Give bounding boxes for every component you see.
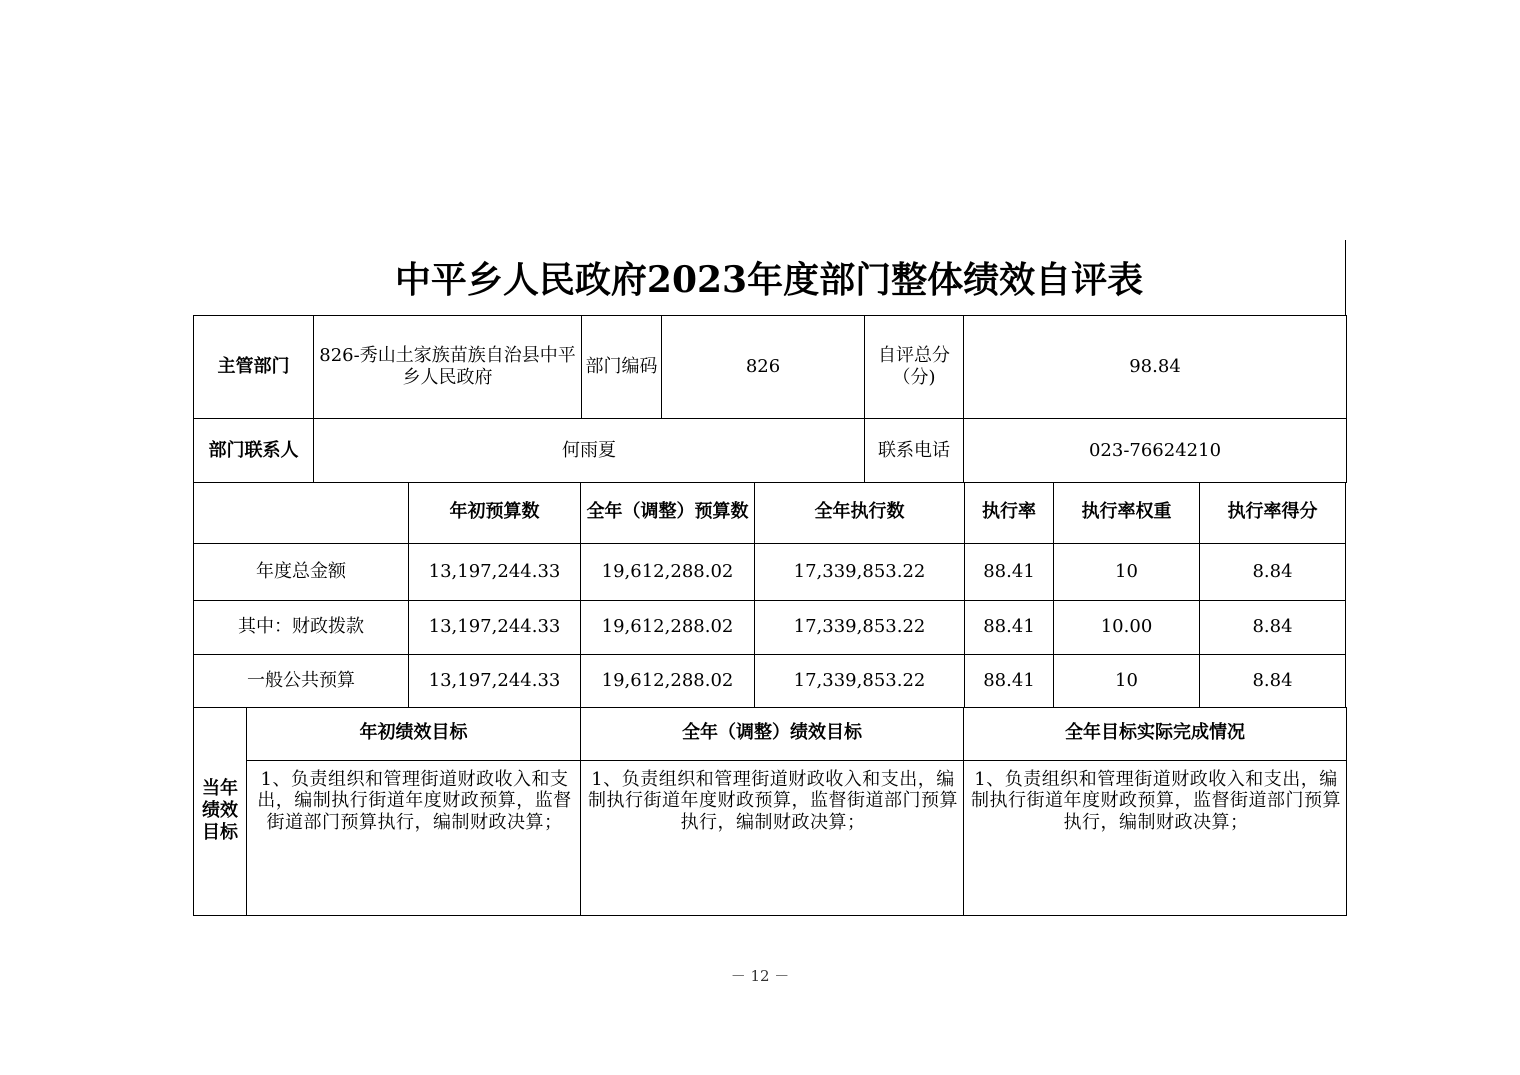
goals-header-cell: 全年目标实际完成情况 xyxy=(964,707,1347,760)
phone-value: 023-76624210 xyxy=(964,419,1347,483)
budget-header-cell: 执行率权重 xyxy=(1054,482,1200,543)
table-cell: 88.41 xyxy=(965,543,1054,600)
code-value: 826 xyxy=(662,316,865,419)
table-row xyxy=(194,543,1346,600)
table-cell: 13,197,244.33 xyxy=(409,600,581,654)
table-cell: 8.84 xyxy=(1200,543,1346,600)
goals-table xyxy=(193,707,1347,916)
table-cell: 17,339,853.22 xyxy=(755,600,965,654)
dept-label: 主管部门 xyxy=(194,316,314,419)
score-value: 98.84 xyxy=(964,316,1347,419)
budget-header-cell: 全年执行数 xyxy=(755,482,965,543)
table-cell: 19,612,288.02 xyxy=(581,600,755,654)
table-cell: 88.41 xyxy=(965,600,1054,654)
table-cell: 8.84 xyxy=(1200,654,1346,707)
dept-row xyxy=(194,316,1347,419)
table-cell: 88.41 xyxy=(965,654,1054,707)
table-row xyxy=(194,600,1346,654)
goal-text-initial: 1、负责组织和管理街道财政收入和支出，编制执行街道年度财政预算，监督街道部门预算执行，编制财政决算； xyxy=(247,760,581,915)
contact-row xyxy=(194,419,1347,483)
title-right-border xyxy=(1345,240,1346,315)
budget-header-cell xyxy=(194,482,409,543)
table-cell: 19,612,288.02 xyxy=(581,654,755,707)
budget-header-cell: 年初预算数 xyxy=(409,482,581,543)
table-cell: 年度总金额 xyxy=(194,543,409,600)
goals-header-cell: 年初绩效目标 xyxy=(247,707,581,760)
goal-text-actual: 1、负责组织和管理街道财政收入和支出，编制执行街道年度财政预算，监督街道部门预算执行，编制财政决算； xyxy=(964,760,1347,915)
dept-info-table xyxy=(193,315,1347,483)
table-cell: 10 xyxy=(1054,543,1200,600)
table-cell: 8.84 xyxy=(1200,600,1346,654)
page-number: － 12 － xyxy=(730,967,790,985)
goal-text-adjusted: 1、负责组织和管理街道财政收入和支出，编制执行街道年度财政预算，监督街道部门预算执行，编制财政决算； xyxy=(581,760,964,915)
table-cell: 19,612,288.02 xyxy=(581,543,755,600)
dept-value: 826-秀山土家族苗族自治县中平乡人民政府 xyxy=(314,316,582,419)
table-cell: 其中：财政拨款 xyxy=(194,600,409,654)
goals-side-label: 当年绩效目标 xyxy=(194,707,247,915)
table-cell: 17,339,853.22 xyxy=(755,654,965,707)
table-cell: 一般公共预算 xyxy=(194,654,409,707)
goals-content-row xyxy=(194,760,1347,915)
table-row xyxy=(194,654,1346,707)
goals-header-row xyxy=(194,707,1347,760)
budget-header-cell: 执行率 xyxy=(965,482,1054,543)
table-cell: 10 xyxy=(1054,654,1200,707)
goals-header-cell: 全年（调整）绩效目标 xyxy=(581,707,964,760)
budget-table xyxy=(193,482,1346,708)
phone-label: 联系电话 xyxy=(865,419,964,483)
table-cell: 10.00 xyxy=(1054,600,1200,654)
budget-header-cell: 执行率得分 xyxy=(1200,482,1346,543)
table-cell: 13,197,244.33 xyxy=(409,654,581,707)
table-cell: 17,339,853.22 xyxy=(755,543,965,600)
budget-header-row xyxy=(194,482,1346,543)
table-cell: 13,197,244.33 xyxy=(409,543,581,600)
page-title: 中平乡人民政府2023年度部门整体绩效自评表 xyxy=(394,259,1144,301)
code-label: 部门编码 xyxy=(582,316,662,419)
score-label: 自评总分（分) xyxy=(865,316,964,419)
contact-value: 何雨夏 xyxy=(314,419,865,483)
contact-label: 部门联系人 xyxy=(194,419,314,483)
budget-header-cell: 全年（调整）预算数 xyxy=(581,482,755,543)
